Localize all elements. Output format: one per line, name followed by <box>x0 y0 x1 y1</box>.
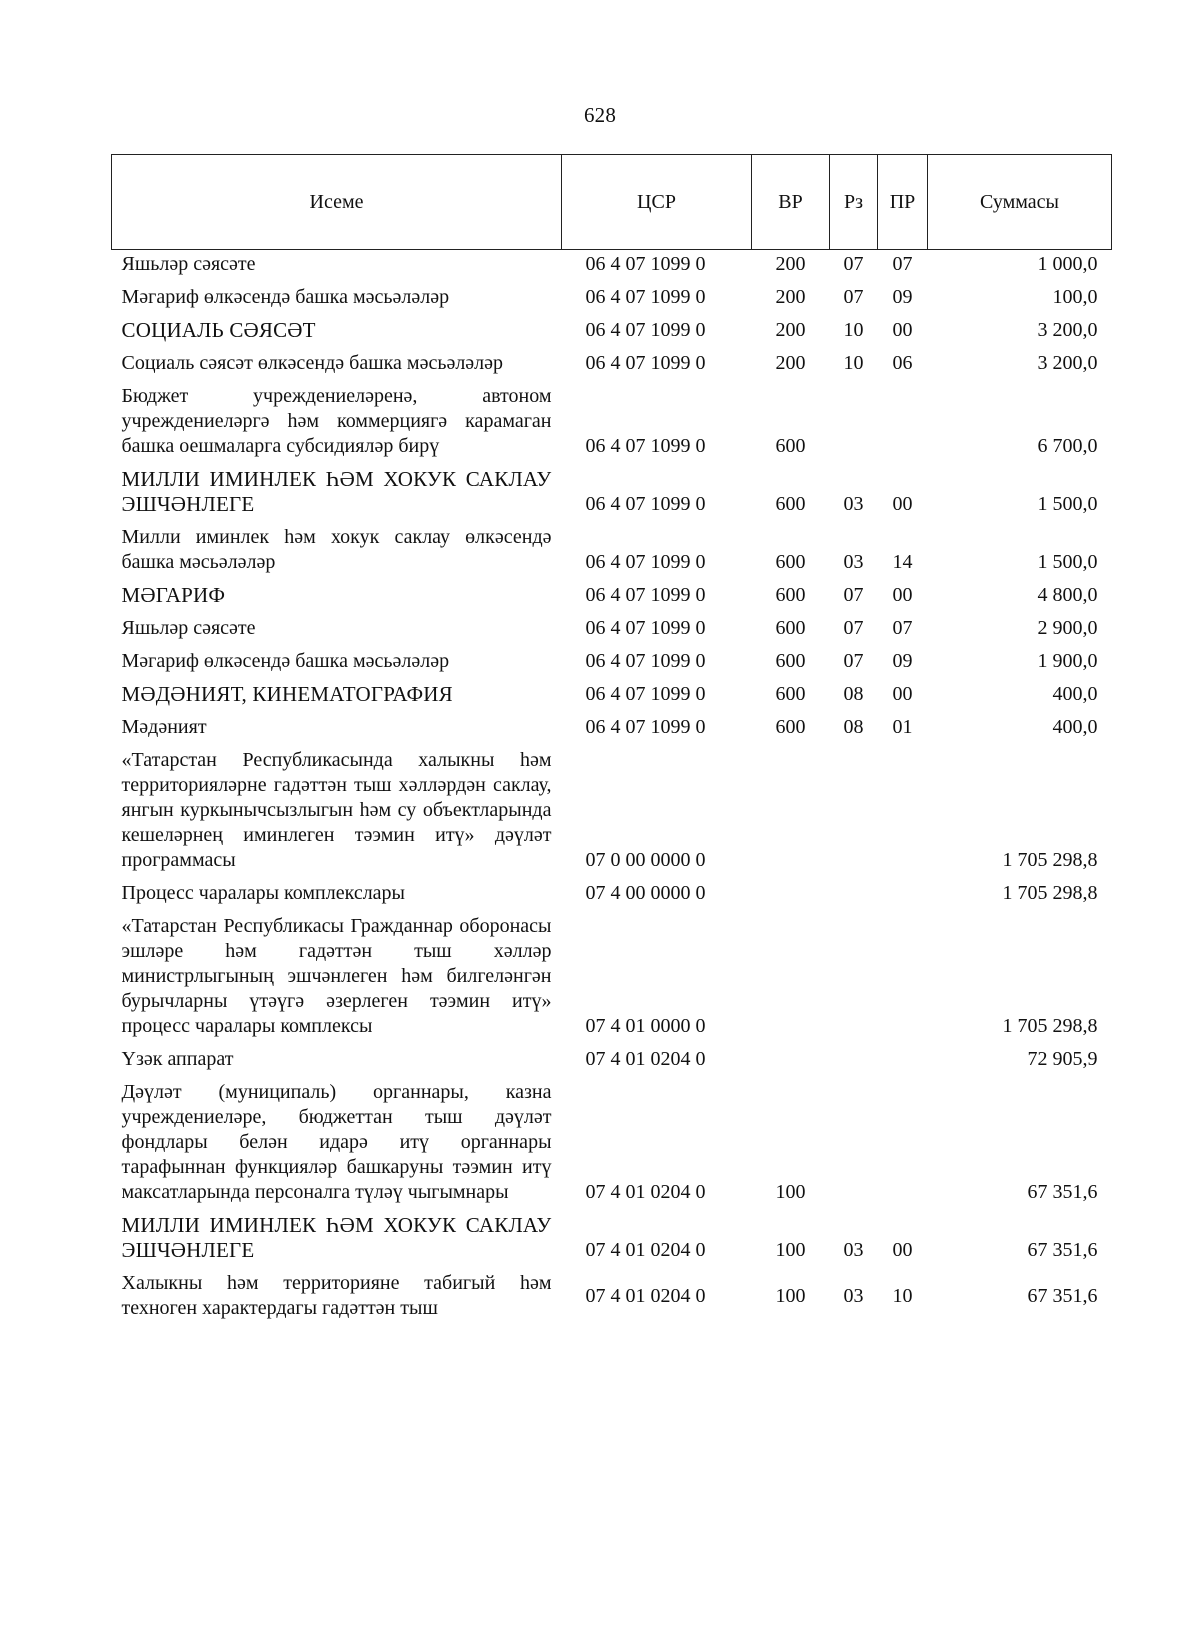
table-row <box>112 641 1112 674</box>
cell-rz <box>830 906 878 1039</box>
cell-csr: 06 4 07 1099 0 <box>585 551 706 573</box>
cell-vr: 100 <box>775 1181 806 1203</box>
cell-name: СОЦИАЛЬ СӘЯСӘТ <box>121 318 316 342</box>
cell-name: Бюджет учреждениеләренә, автоном учреждениеләргә һәм коммерциягә карамаган башка оешмаларга субсидияләр бирү <box>121 385 552 457</box>
cell-pr <box>878 740 928 873</box>
table-row <box>112 1205 1112 1263</box>
table-body <box>112 250 1112 1322</box>
cell-name: «Татарстан Республикасында халыкны һәм территорияләрне гадәттән тыш хәлләрдән саклау, янгын куркынычсызлыгын һәм су объектларында кешеләрнең иминлеген тәэмин итү» дәүләт программасы <box>121 749 552 871</box>
cell-csr: 06 4 07 1099 0 <box>585 584 706 606</box>
cell-rz: 07 <box>843 286 864 308</box>
table-row <box>112 707 1112 740</box>
cell-name: Социаль сәясәт өлкәсендә башка мәсьәләләр <box>121 352 504 374</box>
cell-csr: 06 4 07 1099 0 <box>585 716 706 738</box>
cell-name: МӘДӘНИЯТ, КИНЕМАТОГРАФИЯ <box>121 682 453 706</box>
cell-rz: 03 <box>843 1284 864 1307</box>
cell-rz: 07 <box>843 650 864 672</box>
header-rz: Рз <box>830 155 878 250</box>
cell-rz <box>830 376 878 459</box>
cell-sum: 1 900,0 <box>1037 650 1098 672</box>
cell-name: «Татарстан Республикасы Гражданнар оборонасы эшләре һәм гадәттән тыш хәлләр министрлыгының эшчәнлеген һәм билгеләнгән бурычларны үтәүгә әзерлеген тәэмин итү» процесс чаралары комплексы <box>121 915 552 1037</box>
cell-sum: 1 705 298,8 <box>1002 849 1098 871</box>
cell-sum: 100,0 <box>1052 286 1098 308</box>
cell-pr <box>878 376 928 459</box>
cell-csr: 06 4 07 1099 0 <box>585 319 706 341</box>
cell-sum: 1 000,0 <box>1037 253 1098 275</box>
cell-vr: 600 <box>775 551 806 573</box>
cell-name: Процесс чаралары комплекслары <box>121 882 405 904</box>
table-row <box>112 1039 1112 1072</box>
header-name: Исеме <box>112 155 562 250</box>
cell-name: Мәгариф өлкәсендә башка мәсьәләләр <box>121 650 450 672</box>
cell-rz: 07 <box>843 584 864 606</box>
table-row <box>112 608 1112 641</box>
cell-csr: 07 0 00 0000 0 <box>585 849 706 871</box>
header-pr: ПР <box>878 155 928 250</box>
cell-pr <box>878 873 928 906</box>
table-row <box>112 250 1112 278</box>
cell-sum: 1 705 298,8 <box>1002 882 1098 904</box>
cell-csr: 07 4 01 0204 0 <box>585 1284 706 1307</box>
cell-rz <box>830 740 878 873</box>
cell-csr: 06 4 07 1099 0 <box>585 617 706 639</box>
cell-vr: 600 <box>775 716 806 738</box>
cell-vr <box>752 906 830 1039</box>
cell-rz <box>830 1072 878 1205</box>
cell-rz: 03 <box>843 493 864 515</box>
cell-sum: 67 351,6 <box>1027 1181 1098 1203</box>
cell-rz: 07 <box>843 617 864 639</box>
cell-vr: 600 <box>775 584 806 606</box>
cell-pr: 07 <box>892 253 913 275</box>
budget-table-container <box>111 154 1111 1321</box>
table-row <box>112 277 1112 310</box>
cell-csr: 07 4 00 0000 0 <box>585 882 706 904</box>
table-row <box>112 873 1112 906</box>
table-row <box>112 310 1112 343</box>
header-row <box>112 155 1112 250</box>
cell-rz <box>830 873 878 906</box>
cell-pr: 00 <box>892 584 913 606</box>
header-vr: ВР <box>752 155 830 250</box>
cell-sum: 67 351,6 <box>1027 1239 1098 1261</box>
cell-sum: 72 905,9 <box>1027 1048 1098 1070</box>
cell-pr: 01 <box>892 716 913 738</box>
cell-sum: 4 800,0 <box>1037 584 1098 606</box>
table-row <box>112 906 1112 1039</box>
cell-csr: 07 4 01 0204 0 <box>585 1048 706 1070</box>
cell-vr <box>752 873 830 906</box>
cell-csr: 06 4 07 1099 0 <box>585 253 706 275</box>
cell-name: Мәгариф өлкәсендә башка мәсьәләләр <box>121 286 450 308</box>
cell-sum: 1 705 298,8 <box>1002 1015 1098 1037</box>
cell-pr: 00 <box>892 493 913 515</box>
cell-rz: 03 <box>843 551 864 573</box>
table-row <box>112 575 1112 608</box>
cell-vr: 600 <box>775 617 806 639</box>
cell-vr: 600 <box>775 683 806 705</box>
cell-sum: 1 500,0 <box>1037 551 1098 573</box>
budget-table <box>111 154 1112 1321</box>
cell-sum: 1 500,0 <box>1037 493 1098 515</box>
cell-sum: 3 200,0 <box>1037 352 1098 374</box>
cell-pr: 09 <box>892 650 913 672</box>
cell-pr: 09 <box>892 286 913 308</box>
cell-csr: 06 4 07 1099 0 <box>585 683 706 705</box>
cell-name: Үзәк аппарат <box>121 1048 234 1070</box>
cell-vr: 200 <box>775 253 806 275</box>
cell-vr: 200 <box>775 319 806 341</box>
header-sum: Суммасы <box>928 155 1112 250</box>
cell-name: Мәдәният <box>121 716 207 738</box>
cell-sum: 400,0 <box>1052 716 1098 738</box>
cell-sum: 6 700,0 <box>1037 435 1098 457</box>
cell-vr: 100 <box>775 1239 806 1261</box>
cell-pr <box>878 1039 928 1072</box>
cell-pr <box>878 906 928 1039</box>
header-csr: ЦСР <box>562 155 752 250</box>
cell-name: МИЛЛИ ИМИНЛЕК ҺӘМ ХОКУК САКЛАУ ЭШЧӘНЛЕГЕ <box>121 467 552 516</box>
cell-rz: 08 <box>843 716 864 738</box>
cell-rz: 07 <box>843 253 864 275</box>
table-row <box>112 1072 1112 1205</box>
cell-csr: 07 4 01 0000 0 <box>585 1015 706 1037</box>
cell-csr: 06 4 07 1099 0 <box>585 650 706 672</box>
table-row <box>112 459 1112 517</box>
cell-vr: 200 <box>775 286 806 308</box>
cell-csr: 06 4 07 1099 0 <box>585 435 706 457</box>
cell-rz: 03 <box>843 1239 864 1261</box>
cell-pr: 10 <box>892 1284 913 1307</box>
cell-name: Милли иминлек һәм хокук саклау өлкәсендә башка мәсьәләләр <box>121 526 552 573</box>
cell-sum: 67 351,6 <box>1027 1284 1098 1307</box>
cell-sum: 3 200,0 <box>1037 319 1098 341</box>
table-row <box>112 674 1112 707</box>
table-row <box>112 376 1112 459</box>
cell-name: Дәүләт (муниципаль) органнары, казна учреждениеләре, бюджеттан тыш дәүләт фондлары белән идарә итү органнары тарафыннан функцияләр башкаруны тәэмин итү максатларында персоналга түләү чыгымнары <box>121 1081 552 1203</box>
table-row <box>112 740 1112 873</box>
table-row <box>112 517 1112 575</box>
cell-vr: 100 <box>775 1284 806 1307</box>
cell-vr: 600 <box>775 435 806 457</box>
cell-csr: 07 4 01 0204 0 <box>585 1181 706 1203</box>
cell-sum: 400,0 <box>1052 683 1098 705</box>
cell-vr <box>752 1039 830 1072</box>
cell-rz: 10 <box>843 352 864 374</box>
cell-pr: 00 <box>892 683 913 705</box>
cell-vr <box>752 740 830 873</box>
cell-vr: 600 <box>775 650 806 672</box>
cell-vr: 600 <box>775 493 806 515</box>
cell-rz: 10 <box>843 319 864 341</box>
cell-name: МӘГАРИФ <box>121 583 226 607</box>
cell-csr: 06 4 07 1099 0 <box>585 286 706 308</box>
page-number: 628 <box>583 103 617 127</box>
cell-pr: 06 <box>892 352 913 374</box>
cell-name: Яшьләр сәясәте <box>121 253 256 275</box>
cell-pr: 00 <box>892 319 913 341</box>
table-row <box>112 1263 1112 1321</box>
cell-csr: 06 4 07 1099 0 <box>585 352 706 374</box>
cell-sum: 2 900,0 <box>1037 617 1098 639</box>
cell-csr: 06 4 07 1099 0 <box>585 493 706 515</box>
cell-vr: 200 <box>775 352 806 374</box>
cell-csr: 07 4 01 0204 0 <box>585 1239 706 1261</box>
cell-name: Яшьләр сәясәте <box>121 617 256 639</box>
table-row <box>112 343 1112 376</box>
cell-pr: 14 <box>892 551 913 573</box>
cell-name: МИЛЛИ ИМИНЛЕК ҺӘМ ХОКУК САКЛАУ ЭШЧӘНЛЕГЕ <box>121 1213 552 1262</box>
cell-pr: 07 <box>892 617 913 639</box>
cell-pr: 00 <box>892 1239 913 1261</box>
cell-rz <box>830 1039 878 1072</box>
cell-rz: 08 <box>843 683 864 705</box>
table-header <box>112 155 1112 250</box>
cell-pr <box>878 1072 928 1205</box>
cell-name: Халыкны һәм территорияне табигый һәм техноген характердагы гадәттән тыш <box>121 1272 552 1319</box>
